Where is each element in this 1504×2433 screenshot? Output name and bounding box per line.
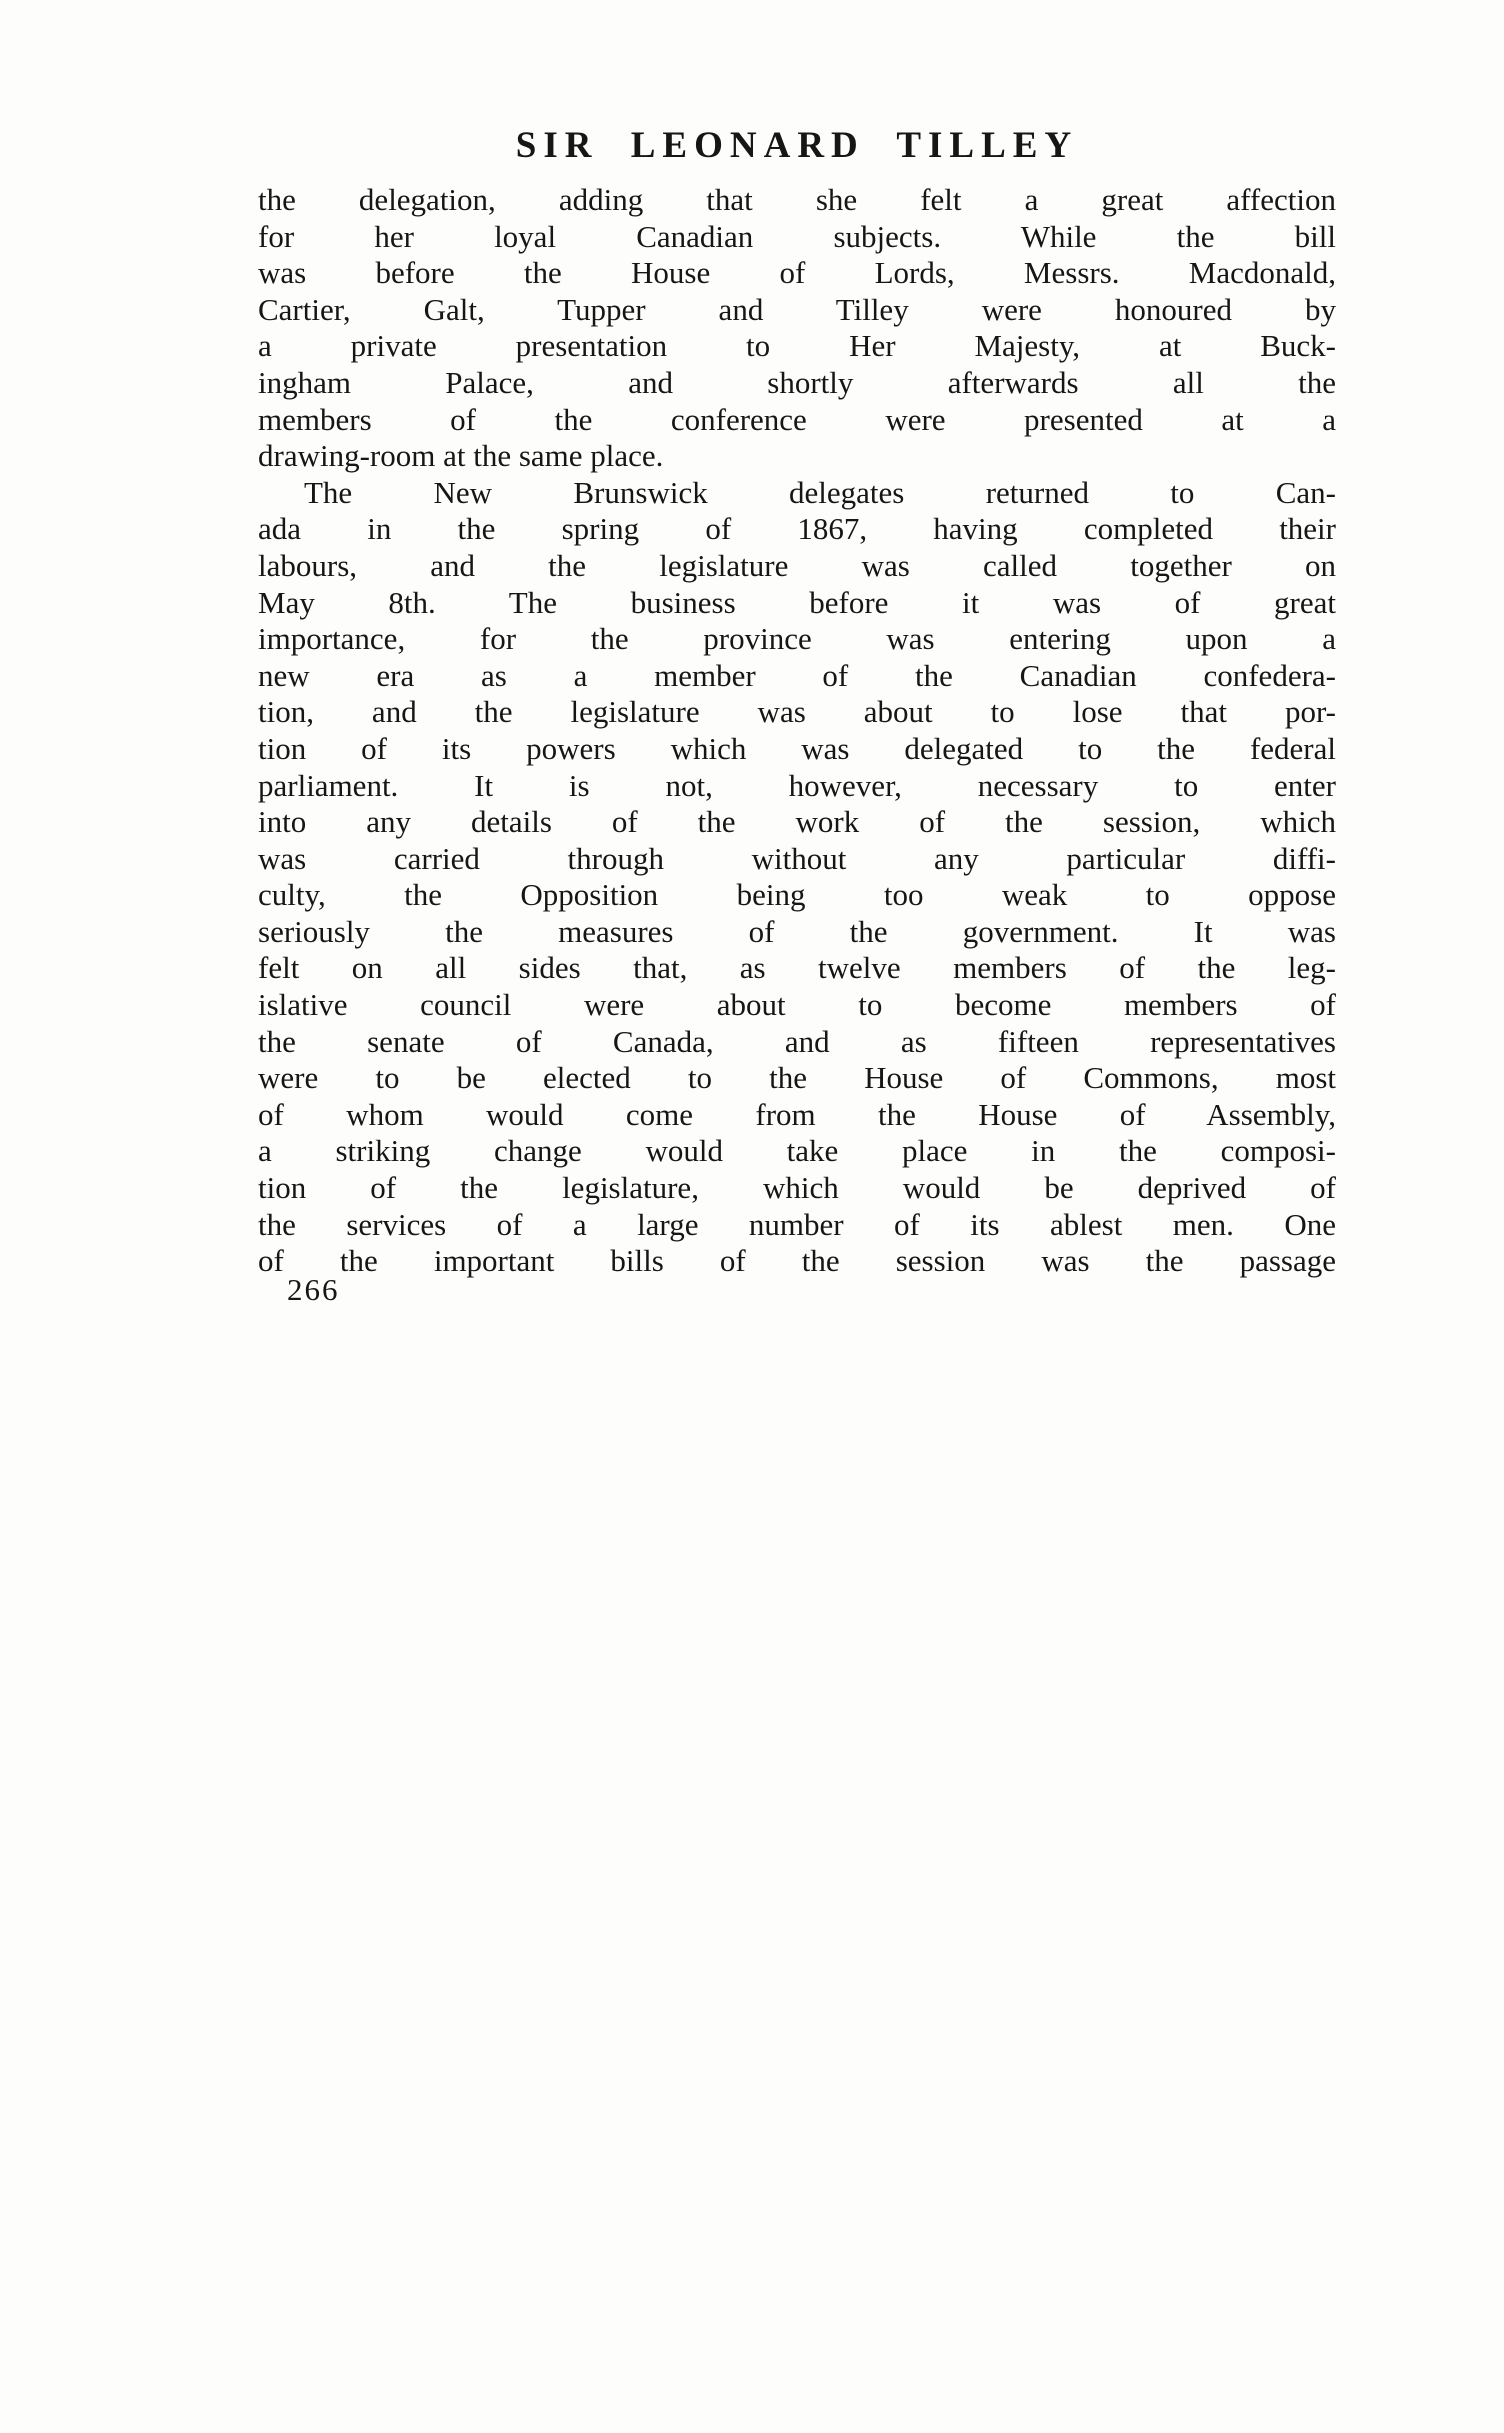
text-line: drawing-room at the same place. [258, 438, 664, 474]
text-line: felt on all sides that, as twelve members of the leg- [258, 950, 1336, 986]
text-line: tion of the legislature, which would be deprived of [258, 1170, 1336, 1206]
text-line: for her loyal Canadian subjects. While the bill [258, 218, 1336, 254]
text-line: tion of its powers which was delegated to the federal [258, 730, 1336, 766]
text-block [258, 182, 1336, 1280]
text-line: of the important bills of the session was the passage [258, 1243, 1336, 1279]
text-line: the senate of Canada, and as fifteen representatives [258, 1023, 1336, 1059]
text-line: were to be elected to the House of Commons, most [258, 1060, 1336, 1096]
text-line: into any details of the work of the session, which [258, 804, 1336, 840]
text-line: ada in the spring of 1867, having completed their [258, 511, 1336, 547]
text-line: The New Brunswick delegates returned to Can- [304, 474, 1336, 510]
text-line: ingham Palace, and shortly afterwards all the [258, 364, 1336, 400]
text-line: importance, for the province was entering upon a [258, 621, 1336, 657]
running-head: SIR LEONARD TILLEY [515, 125, 1079, 166]
text-line: labours, and the legislature was called together on [258, 547, 1336, 583]
text-line: was before the House of Lords, Messrs. Macdonald, [258, 255, 1336, 291]
text-line: was carried through without any particular diffi- [258, 840, 1336, 876]
text-line: new era as a member of the Canadian confedera- [258, 657, 1336, 693]
text-line: members of the conference were presented at a [258, 401, 1336, 437]
text-line: seriously the measures of the government. It was [258, 913, 1336, 949]
text-line: of whom would come from the House of Assembly, [258, 1096, 1336, 1132]
text-line: Cartier, Galt, Tupper and Tilley were honoured by [258, 291, 1336, 327]
text-line: May 8th. The business before it was of great [258, 584, 1336, 620]
text-line: a striking change would take place in the composi- [258, 1133, 1336, 1169]
text-line: parliament. It is not, however, necessary to enter [258, 767, 1336, 803]
text-line: the delegation, adding that she felt a great affection [258, 182, 1336, 217]
text-line: islative council were about to become members of [258, 987, 1336, 1023]
text-line: tion, and the legislature was about to lose that por- [258, 694, 1336, 730]
page-number: 266 [287, 1272, 340, 1307]
text-line: a private presentation to Her Majesty, at Buck- [258, 328, 1336, 364]
text-line: culty, the Opposition being too weak to oppose [258, 877, 1336, 913]
text-line: the services of a large number of its ablest men. One [258, 1206, 1336, 1242]
